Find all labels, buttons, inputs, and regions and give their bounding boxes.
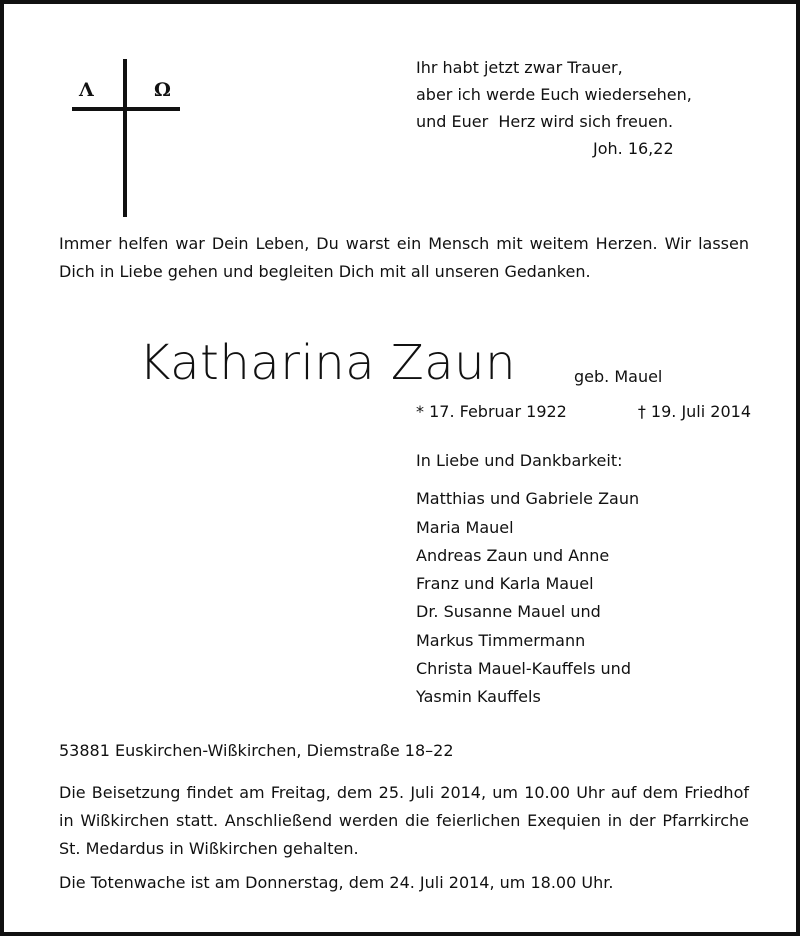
mourner-entry: Franz und Karla Mauel <box>416 574 594 594</box>
verse-line: aber ich werde Euch wiedersehen, <box>416 85 692 104</box>
birth-date: * 17. Februar 1922 <box>416 402 567 421</box>
cross-icon <box>72 59 180 219</box>
verse-line: und Euer Herz wird sich freuen. <box>416 112 674 131</box>
maiden-name: geb. Mauel <box>574 367 663 386</box>
omega-symbol: Ω <box>154 79 171 101</box>
death-date: † 19. Juli 2014 <box>637 402 751 421</box>
intro-text: Immer helfen war Dein Leben, Du warst ein Mensch mit weitem Herzen. Wir lassen Dich in Liebe gehen und begleiten Dich mit all unseren Gedanken. <box>59 234 749 281</box>
mourner-entry: Yasmin Kauffels <box>416 687 541 707</box>
verse-line: Ihr habt jetzt zwar Trauer, <box>416 58 623 77</box>
family-address: 53881 Euskirchen-Wißkirchen, Diemstraße 18–22 <box>59 741 454 760</box>
mourner-entry: Matthias und Gabriele Zaun <box>416 489 640 509</box>
wake-details: Die Totenwache ist am Donnerstag, dem 24. Juli 2014, um 18.00 Uhr. <box>59 873 614 892</box>
mourner-entry: Dr. Susanne Mauel und <box>416 602 601 622</box>
cross-vertical-bar <box>123 59 127 217</box>
mourners-list <box>416 447 756 712</box>
funeral-details: Die Beisetzung findet am Freitag, dem 25. Juli 2014, um 10.00 Uhr auf dem Friedhof in Wißkirchen statt. Anschließend werden die feierlichen Exequien in der Pfarrkirche St. Medardus in Wißkirchen gehalten. <box>59 783 749 858</box>
mourner-entry: Markus Timmermann <box>416 630 586 650</box>
alpha-symbol: Λ <box>79 79 94 101</box>
mourners-heading: In Liebe und Dankbarkeit: <box>416 451 623 470</box>
mourner-entry: Christa Mauel-Kauffels und <box>416 659 631 679</box>
mourner-entry: Andreas Zaun und Anne <box>416 545 610 565</box>
deceased-name: Katharina Zaun <box>139 335 517 391</box>
bible-verse <box>416 54 756 162</box>
mourner-entry: Maria Mauel <box>416 517 514 537</box>
cross-horizontal-bar <box>72 107 180 111</box>
verse-reference: Joh. 16,22 <box>593 139 674 158</box>
